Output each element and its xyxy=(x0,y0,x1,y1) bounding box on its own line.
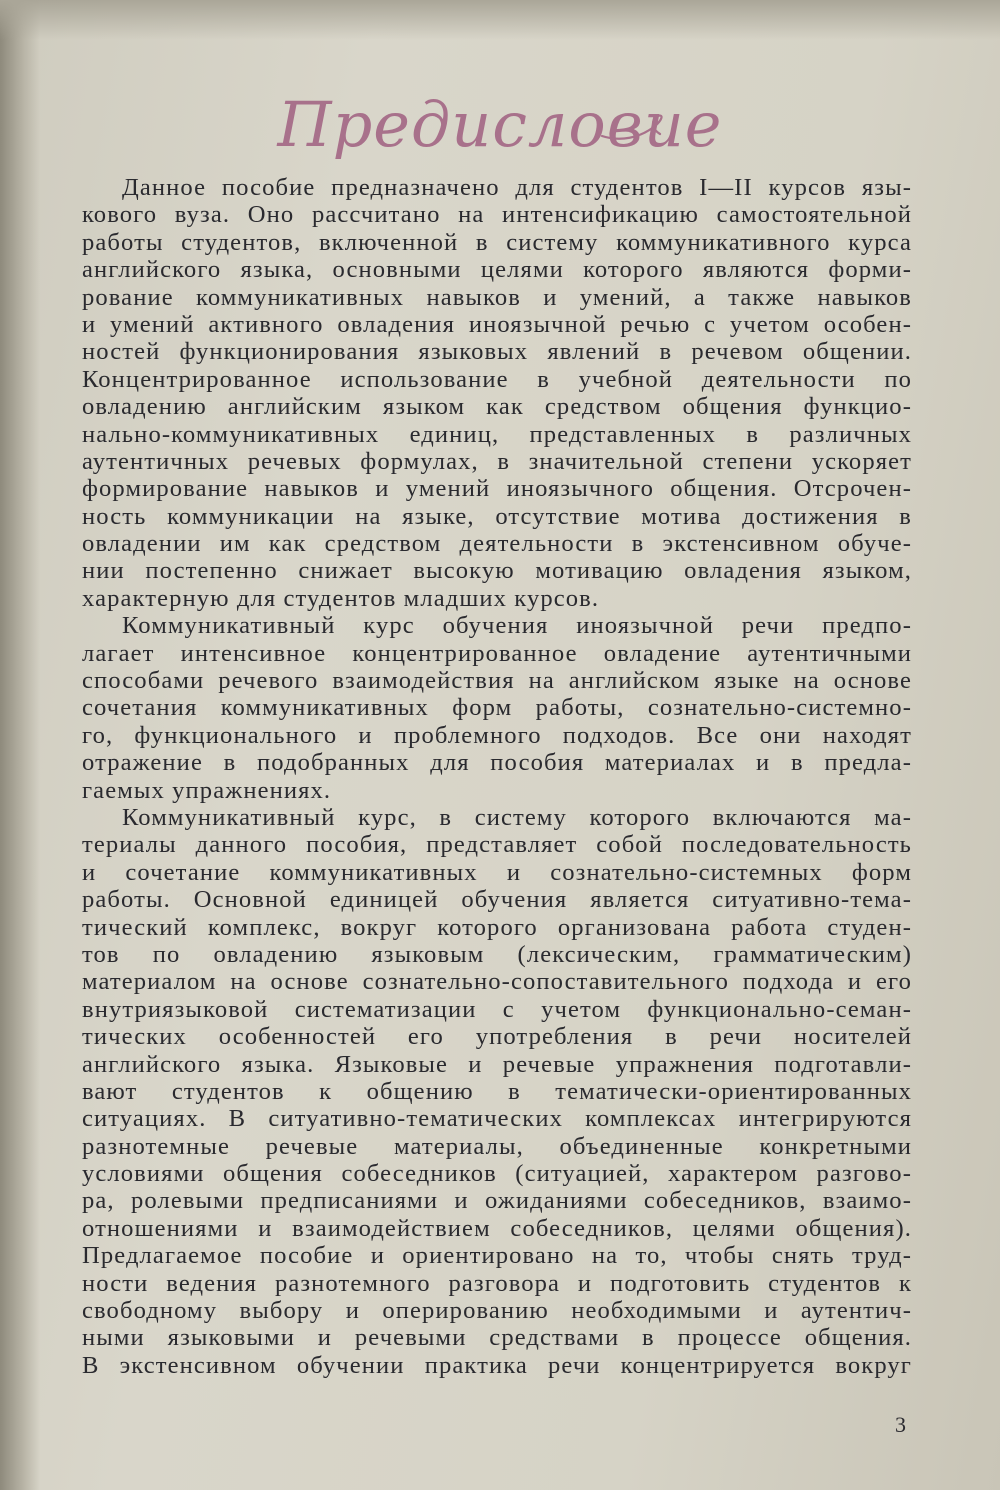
text-line: В экстенсивном обучении практика речи концентрируется вокруг xyxy=(82,1351,912,1379)
text-line: нально-коммуникативных единиц, представленных в различных xyxy=(82,420,912,448)
title-flourish xyxy=(600,112,670,142)
text-line: отношениями и взаимодействием собеседников, целями общения). xyxy=(82,1214,912,1242)
text-line: формирование навыков и умений иноязычного общения. Отсрочен- xyxy=(82,475,912,503)
text-line: териалы данного пособия, представляет собой последовательность xyxy=(82,831,912,859)
text-line: условиями общения собеседников (ситуацией, характером разгово- xyxy=(82,1160,912,1188)
text-line: гаемых упражнениях. xyxy=(82,776,332,804)
text-line: тических особенностей его употребления в речи носителей xyxy=(82,1023,912,1051)
text-line: отражение в подобранных для пособия материалах и в предла- xyxy=(82,749,912,777)
text-line: вают студентов к общению в тематически-ориентированных xyxy=(82,1077,912,1105)
text-line: сочетания коммуникативных форм работы, сознательно-системно- xyxy=(82,694,912,722)
page-title: Предисловие xyxy=(277,88,723,161)
text-line: ситуациях. В ситуативно-тематических комплексах интегрируются xyxy=(82,1105,912,1133)
text-line: Коммуникативный курс обучения иноязычной речи предпо- xyxy=(122,612,912,640)
text-line: Коммуникативный курс, в систему которого включаются ма- xyxy=(122,803,912,831)
text-line: английского языка. Языковые и речевые упражнения подготавли- xyxy=(82,1050,912,1078)
page-number: 3 xyxy=(895,1412,906,1437)
text-line: работы. Основной единицей обучения является ситуативно-тема- xyxy=(82,886,912,914)
text-line: го, функционального и проблемного подходов. Все они находят xyxy=(82,721,912,749)
text-line: ра, ролевыми предписаниями и ожиданиями собеседников, взаимо- xyxy=(82,1187,912,1215)
text-line: ностей функционирования языковых явлений в речевом общении. xyxy=(82,338,912,366)
text-line: нии постепенно снижает высокую мотивацию овладения языком, xyxy=(82,557,912,585)
text-line: овладении им как средством деятельности в экстенсивном обуче- xyxy=(82,530,912,558)
text-line: характерную для студентов младших курсов. xyxy=(82,584,600,612)
text-line: Данное пособие предназначено для студентов I—II курсов язы- xyxy=(122,174,912,201)
text-line: Предлагаемое пособие и ориентировано на то, чтобы снять труд- xyxy=(82,1242,912,1270)
text-line: лагает интенсивное концентрированное овладение аутентичными xyxy=(82,639,912,667)
text-line: рование коммуникативных навыков и умений, а также навыков xyxy=(82,283,912,311)
text-line: тов по овладению языковым (лексическим, грамматическим) xyxy=(82,940,912,968)
text-line: тический комплекс, вокруг которого организована работа студен- xyxy=(82,913,912,941)
text-line: аутентичных речевых формулах, в значительной степени ускоряет xyxy=(82,447,912,475)
text-line: ность коммуникации на языке, отсутствие мотива достижения в xyxy=(82,502,912,530)
text-line: ными языковыми и речевыми средствами в процессе общения. xyxy=(82,1324,912,1352)
text-line: материалом на основе сознательно-сопоставительного подхода и его xyxy=(82,968,912,996)
text-line: внутриязыковой систематизации с учетом функционально-семан- xyxy=(82,995,912,1023)
text-line: английского языка, основными целями которого являются форми- xyxy=(82,256,912,284)
text-line: работы студентов, включенной в систему коммуникативного курса xyxy=(82,228,912,256)
text-line: овладению английским языком как средством общения функцио- xyxy=(82,393,912,421)
text-line: и сочетание коммуникативных и сознательно-системных форм xyxy=(82,858,912,886)
text-line: разнотемные речевые материалы, объединенные конкретными xyxy=(82,1132,912,1160)
text-line: ности ведения разнотемного разговора и подготовить студентов к xyxy=(82,1269,912,1297)
text-line: способами речевого взаимодействия на английском языке на основе xyxy=(82,667,912,695)
text-line: кового вуза. Оно рассчитано на интенсификацию самостоятельной xyxy=(82,201,912,229)
text-line: и умений активного овладения иноязычной речью с учетом особен- xyxy=(82,310,912,338)
text-line: Концентрированное использование в учебной деятельности по xyxy=(82,365,912,393)
text-line: свободному выбору и оперированию необходимыми и аутентич- xyxy=(82,1297,912,1325)
body-text xyxy=(82,174,912,1379)
